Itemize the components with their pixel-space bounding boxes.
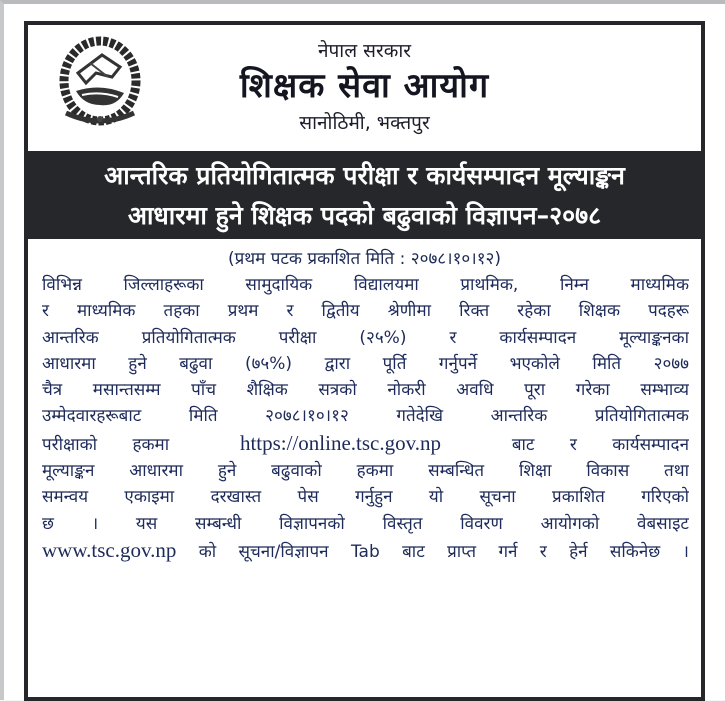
notice-title-line-1: आन्तरिक प्रतियोगितात्मक परीक्षा र कार्यसम्पादन मूल्याङ्कन [104,161,625,190]
body-line: र माध्यमिक तहका प्रथम र द्वितीय श्रेणीमा रिक्त रहेका शिक्षक पदहरू [42,301,689,322]
body-line: चैत्र मसान्तसम्म पाँच शैक्षिक सत्रको नोकरी अवधि पूरा गरेका सम्भाव्य [42,380,689,401]
notice-title-band [28,153,701,239]
notice-box [24,21,705,701]
body-line: छ । यस सम्बन्धी विज्ञापनको विस्तृत विवरण आयोगको वेबसाइट [42,513,689,534]
website-link[interactable]: www.tsc.gov.np [42,537,177,562]
body-line: समन्वय एकाइमा दरखास्त पेस गर्नुहुन यो सूचना प्रकाशित गरिएको [42,487,689,508]
body-line: उम्मेदवारहरूबाट मिति २०७८।१०।१२ गतेदेखि आन्तरिक प्रतियोगितात्मक [42,406,689,427]
commission-address: सानोठिमी, भक्तपुर [299,112,430,134]
body-line: मूल्याङ्कन आधारमा हुने बढुवाको हकमा सम्बन्धित शिक्षा विकास तथा [42,461,689,482]
publish-date: (प्रथम पटक प्रकाशित मिति : २०७८।१०।१२) [227,249,502,269]
body-line: आधारमा हुने बढुवा (७५%) द्वारा पूर्ति गर्नुपर्ने भएकोले मिति २०७७ [42,353,689,374]
government-name: नेपाल सरकार [317,40,412,62]
commission-name: शिक्षक सेवा आयोग [239,66,490,106]
body-text: परीक्षाको हकमा [42,434,170,455]
body-line: विभिन्न जिल्लाहरूका सामुदायिक विद्यालयमा प्राथमिक, निम्न माध्यमिक [42,275,689,295]
body-text: बाट र कार्यसम्पादन [511,434,689,455]
body-text: को सूचना/विज्ञापन Tab बाट प्राप्त गर्न र हेर्न सकिनेछ । [198,541,689,562]
notice-body [28,272,701,565]
notice-title-line-2: आधारमा हुने शिक्षक पदको बढुवाको विज्ञापन–२०७८ [127,201,602,230]
notice-header [28,25,701,153]
online-portal-link[interactable]: https://online.tsc.gov.np [239,430,441,455]
body-line-with-url [42,537,689,565]
body-line-with-url [42,430,689,458]
body-line: आन्तरिक प्रतियोगितात्मक परीक्षा (२५%) र कार्यसम्पादन मूल्याङ्कनका [42,327,689,348]
